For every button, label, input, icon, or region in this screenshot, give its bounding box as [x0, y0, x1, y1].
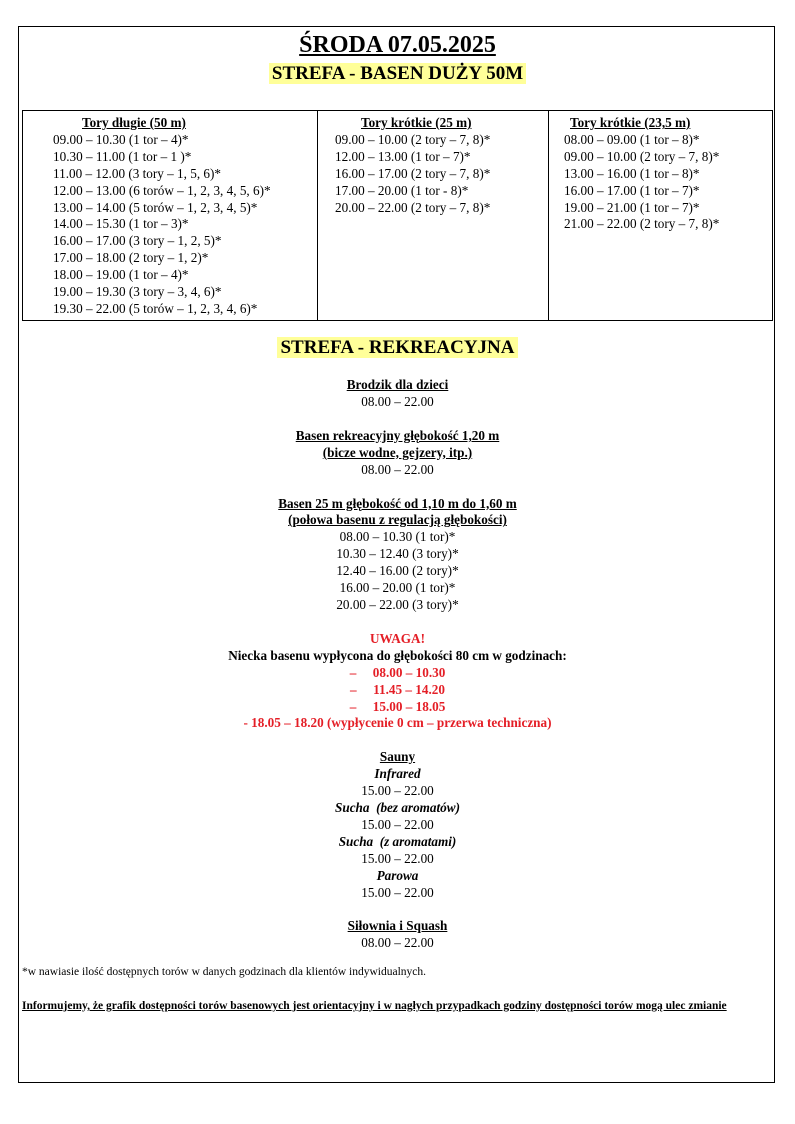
sauna-hours: 15.00 – 22.00 — [361, 884, 434, 900]
lanes-row: 19.00 – 21.00 (1 tor – 7)* — [564, 199, 700, 215]
lanes-row: 19.30 – 22.00 (5 torów – 1, 2, 3, 4, 6)* — [53, 300, 258, 316]
sauna-name: Parowa — [376, 867, 419, 883]
lanes-row: 21.00 – 22.00 (2 tory – 7, 8)* — [564, 216, 720, 232]
lanes-column-short-23-5 — [548, 111, 772, 320]
lanes-column-heading: Tory krótkie (23,5 m) — [570, 115, 691, 130]
lanes-row: 12.00 – 13.00 (6 torów – 1, 2, 3, 4, 5, 6)* — [53, 182, 271, 198]
lanes-column-short-25 — [317, 111, 548, 320]
warning-time: – 15.00 – 18.05 — [349, 698, 446, 714]
lanes-row: 16.00 – 17.00 (1 tor – 7)* — [564, 182, 700, 198]
zone-title-recreation — [0, 336, 795, 361]
pool25-row: 16.00 – 20.00 (1 tor)* — [339, 580, 456, 596]
lanes-column-long — [23, 111, 317, 320]
lanes-row: 10.30 – 11.00 (1 tor – 1 )* — [53, 148, 192, 164]
warning-technical-break: - 18.05 – 18.20 (wypłycenie 0 cm – przerwa techniczna) — [243, 715, 552, 731]
pool25-row: 12.40 – 16.00 (2 tory)* — [336, 563, 459, 579]
sauna-name: Sucha (z aromatami) — [338, 833, 457, 849]
warning-label: UWAGA! — [370, 630, 425, 646]
warning-time: – 08.00 – 10.30 — [349, 664, 446, 680]
lanes-row: 09.00 – 10.30 (1 tor – 4)* — [53, 131, 189, 147]
lanes-table — [22, 110, 773, 321]
lanes-row: 12.00 – 13.00 (1 tor – 7)* — [335, 148, 471, 164]
zone-title-large-pool — [0, 62, 795, 87]
pool25-heading: Basen 25 m głębokość od 1,10 m do 1,60 m — [278, 495, 517, 511]
page-title: ŚRODA 07.05.2025 — [299, 32, 496, 58]
recreation-section — [0, 377, 795, 952]
lanes-row: 17.00 – 18.00 (2 tory – 1, 2)* — [53, 250, 209, 266]
sauna-hours: 15.00 – 22.00 — [361, 816, 434, 832]
lanes-column-heading: Tory krótkie (25 m) — [361, 115, 472, 130]
lanes-row: 16.00 – 17.00 (3 tory – 1, 2, 5)* — [53, 233, 222, 249]
rec-pool-heading: Basen rekreacyjny głębokość 1,20 m — [295, 427, 500, 443]
sauna-name: Infrared — [374, 766, 421, 782]
notice: Informujemy, że grafik dostępności torów basenowych jest orientacyjny i w nagłych przypadkach godziny dostępności torów mogą ulec zmianie — [22, 1000, 727, 1012]
zone-title-recreation-text: STREFA - REKREACYJNA — [277, 337, 517, 358]
lanes-row: 09.00 – 10.00 (2 tory – 7, 8)* — [564, 148, 720, 164]
kids-pool-hours: 08.00 – 22.00 — [361, 393, 434, 409]
lanes-row: 16.00 – 17.00 (2 tory – 7, 8)* — [335, 165, 491, 181]
pool25-row: 10.30 – 12.40 (3 tory)* — [336, 546, 459, 562]
warning-time: – 11.45 – 14.20 — [350, 681, 445, 697]
pool25-row: 20.00 – 22.00 (3 tory)* — [336, 596, 459, 612]
sauna-hours: 15.00 – 22.00 — [361, 850, 434, 866]
lanes-row: 11.00 – 12.00 (3 tory – 1, 5, 6)* — [53, 165, 222, 181]
lanes-row: 19.00 – 19.30 (3 tory – 3, 4, 6)* — [53, 284, 222, 300]
pool25-subheading: (połowa basenu z regulacją głębokości) — [288, 512, 507, 528]
sauna-name: Sucha (bez aromatów) — [335, 800, 460, 816]
lanes-row: 13.00 – 16.00 (1 tor – 8)* — [564, 165, 700, 181]
gym-heading: Siłownia i Squash — [347, 918, 448, 934]
rec-pool-subheading: (bicze wodne, gejzery, itp.) — [322, 444, 473, 460]
lanes-row: 17.00 – 20.00 (1 tor - 8)* — [335, 182, 469, 198]
zone-title-large-pool-text: STREFA - BASEN DUŻY 50M — [269, 63, 526, 84]
gym-hours: 08.00 – 22.00 — [361, 935, 434, 951]
lanes-row: 08.00 – 09.00 (1 tor – 8)* — [564, 131, 700, 147]
kids-pool-heading: Brodzik dla dzieci — [346, 377, 449, 392]
pool25-row: 08.00 – 10.30 (1 tor)* — [339, 529, 456, 545]
lanes-column-heading: Tory długie (50 m) — [82, 115, 186, 130]
lanes-row: 18.00 – 19.00 (1 tor – 4)* — [53, 267, 189, 283]
lanes-row: 09.00 – 10.00 (2 tory – 7, 8)* — [335, 131, 491, 147]
lanes-row: 14.00 – 15.30 (1 tor – 3)* — [53, 216, 189, 232]
warning-text: Niecka basenu wypłycona do głębokości 80 cm w godzinach: — [228, 647, 567, 663]
lanes-row: 13.00 – 14.00 (5 torów – 1, 2, 3, 4, 5)* — [53, 199, 258, 215]
rec-pool-hours: 08.00 – 22.00 — [361, 461, 434, 477]
lanes-row: 20.00 – 22.00 (2 tory – 7, 8)* — [335, 199, 491, 215]
saunas-heading: Sauny — [379, 749, 416, 765]
footnote: *w nawiasie ilość dostępnych torów w danych godzinach dla klientów indywidualnych. — [22, 966, 427, 978]
sauna-hours: 15.00 – 22.00 — [361, 783, 434, 799]
